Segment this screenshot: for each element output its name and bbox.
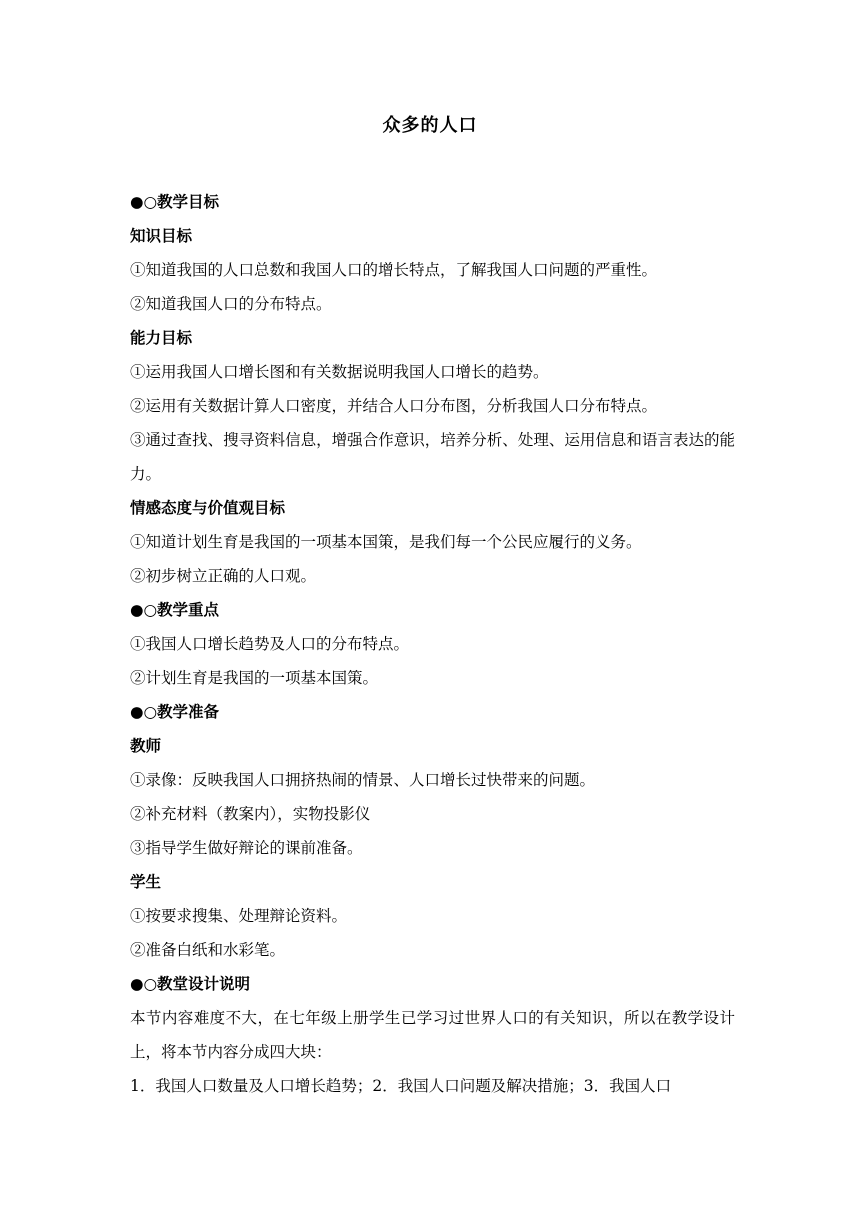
knowledge-goal-item: ②知道我国人口的分布特点。	[130, 295, 332, 313]
ability-goal-item: ②运用有关数据计算人口密度，并结合人口分布图，分析我国人口分布特点。	[130, 397, 658, 415]
document-body	[130, 185, 735, 1103]
design-list-line: 1．我国人口数量及人口增长趋势；2．我国人口问题及解决措施；3．我国人口	[130, 1077, 672, 1095]
ability-goal-item: ③通过查找、搜寻资料信息，增强合作意识，培养分析、处理、运用信息和语言表达的能力。	[130, 431, 735, 483]
section-heading-design: ●○教堂设计说明	[130, 975, 251, 993]
section-heading-key-points: ●○教学重点	[130, 601, 220, 619]
key-point-item: ①我国人口增长趋势及人口的分布特点。	[130, 635, 410, 653]
page-title: 众多的人口	[382, 115, 478, 136]
section-heading-preparation: ●○教学准备	[130, 703, 220, 721]
teacher-prep-item: ②补充材料（教案内），实物投影仪	[130, 805, 371, 823]
emotion-goal-item: ②初步树立正确的人口观。	[130, 567, 317, 585]
teacher-prep-item: ①录像：反映我国人口拥挤热闹的情景、人口增长过快带来的问题。	[130, 771, 596, 789]
emotion-goal-item: ①知道计划生育是我国的一项基本国策，是我们每一个公民应履行的义务。	[130, 533, 642, 551]
ability-goal-item: ①运用我国人口增长图和有关数据说明我国人口增长的趋势。	[130, 363, 549, 381]
key-point-item: ②计划生育是我国的一项基本国策。	[130, 669, 379, 687]
subheading-emotion-goals: 情感态度与价值观目标	[130, 499, 286, 517]
student-prep-item: ②准备白纸和水彩笔。	[130, 941, 286, 959]
student-prep-item: ①按要求搜集、处理辩论资料。	[130, 907, 348, 925]
knowledge-goal-item: ①知道我国的人口总数和我国人口的增长特点，了解我国人口问题的严重性。	[130, 261, 658, 279]
section-heading-goals: ●○教学目标	[130, 193, 220, 211]
subheading-knowledge-goals: 知识目标	[130, 227, 193, 245]
teacher-prep-item: ③指导学生做好辩论的课前准备。	[130, 839, 363, 857]
subheading-ability-goals: 能力目标	[130, 329, 193, 347]
subheading-student: 学生	[130, 873, 162, 891]
design-paragraph: 本节内容难度不大，在七年级上册学生已学习过世界人口的有关知识，所以在教学设计上，将本节内容分成四大块：	[130, 1009, 735, 1061]
subheading-teacher: 教师	[130, 737, 162, 755]
